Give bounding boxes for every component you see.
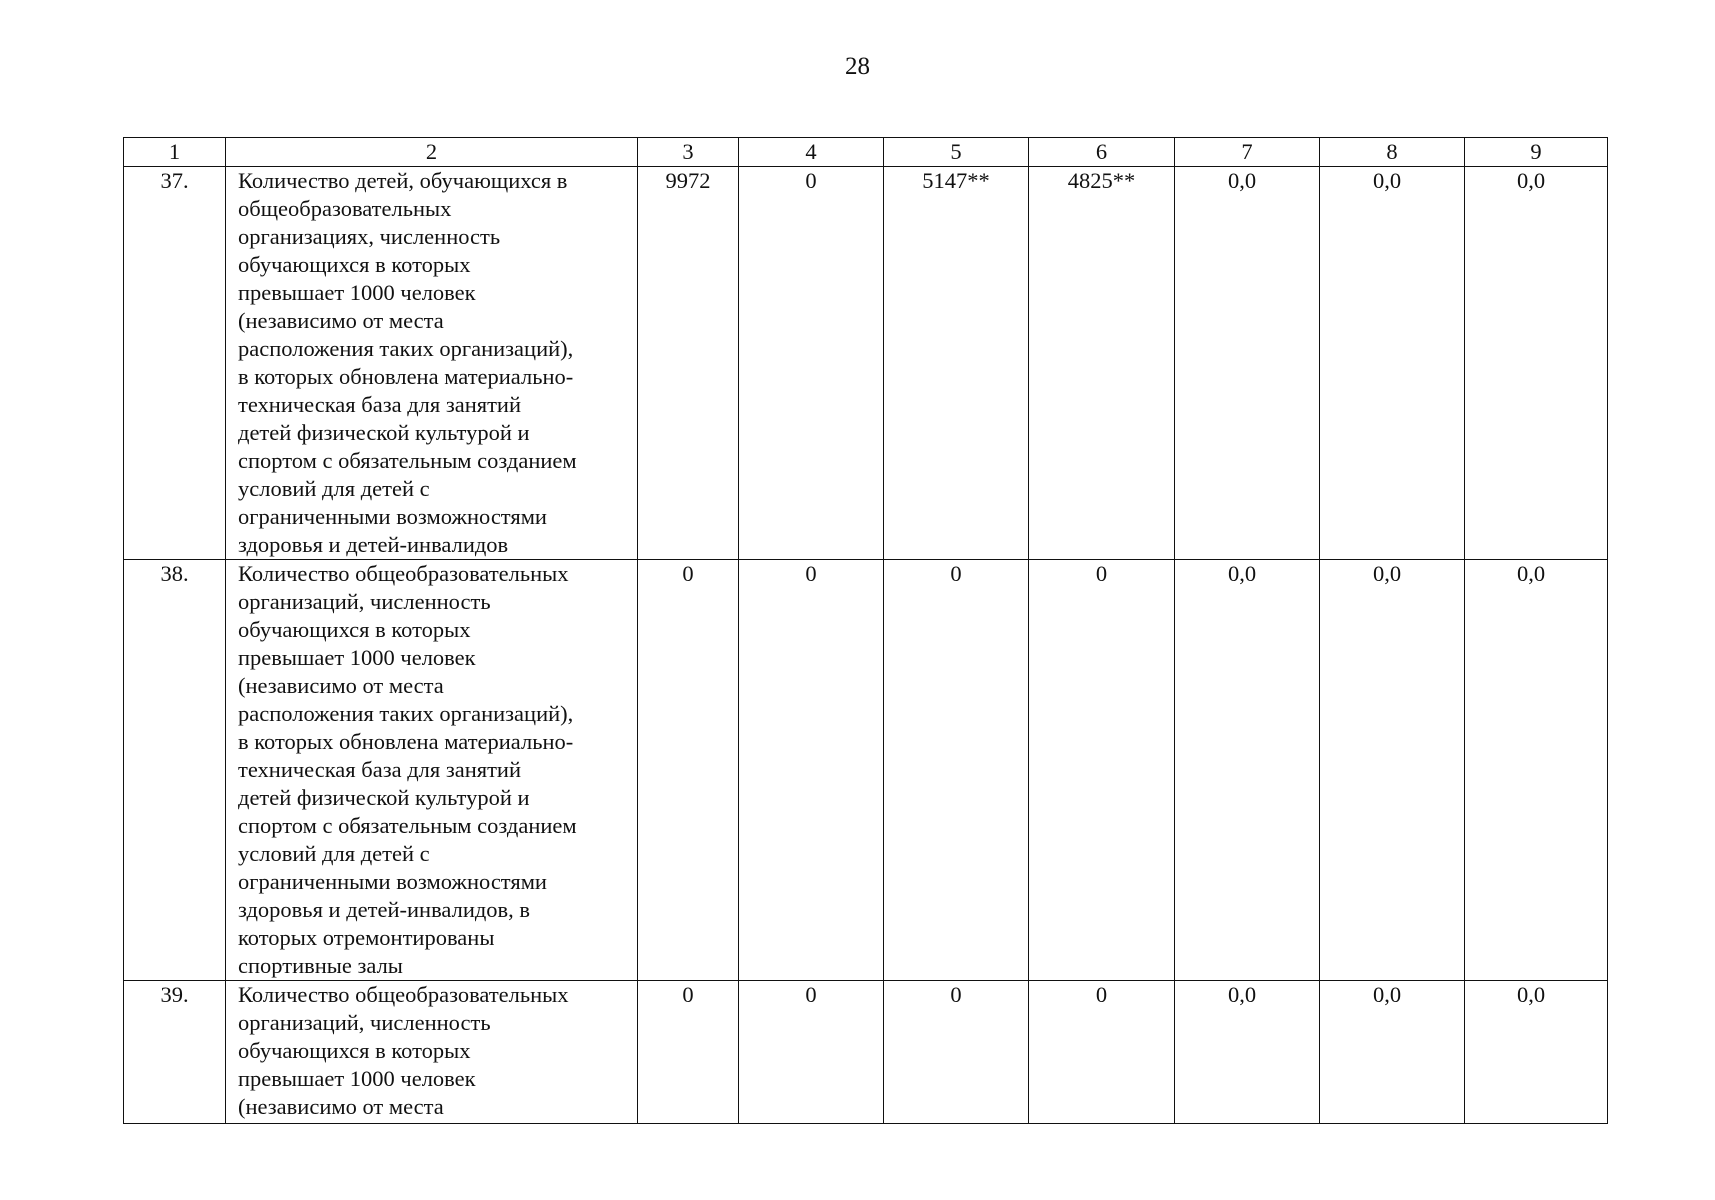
header-cell: 6 xyxy=(1029,138,1175,167)
row-description xyxy=(226,981,638,1124)
value-cell-5: 0 xyxy=(884,981,1029,1124)
value-cell-3: 0 xyxy=(638,981,739,1124)
description-line: организациях, численность xyxy=(238,224,501,249)
row-description xyxy=(226,167,638,560)
description-line: общеобразовательных xyxy=(238,196,452,221)
description-line: (независимо от места xyxy=(238,1094,444,1119)
description-line: здоровья и детей-инвалидов, в xyxy=(238,897,531,922)
header-cell: 5 xyxy=(884,138,1029,167)
description-line: в которых обновлена материально- xyxy=(238,364,574,389)
description-line: спортом с обязательным созданием xyxy=(238,448,577,473)
value-cell-6: 4825** xyxy=(1029,167,1175,560)
row-description xyxy=(226,560,638,981)
value-cell-8: 0,0 xyxy=(1320,981,1465,1124)
table-row xyxy=(124,167,1608,560)
table-row xyxy=(124,560,1608,981)
description-line: спортом с обязательным созданием xyxy=(238,813,577,838)
header-cell: 7 xyxy=(1175,138,1320,167)
description-line: превышает 1000 человек xyxy=(238,645,476,670)
description-line: Количество детей, обучающихся в xyxy=(238,168,568,193)
description-line: расположения таких организаций), xyxy=(238,336,574,361)
value-cell-7: 0,0 xyxy=(1175,560,1320,981)
value-cell-6: 0 xyxy=(1029,560,1175,981)
description-line: здоровья и детей-инвалидов xyxy=(238,532,509,557)
value-cell-6: 0 xyxy=(1029,981,1175,1124)
description-line: детей физической культурой и xyxy=(238,785,530,810)
value-cell-9: 0,0 xyxy=(1465,560,1608,981)
value-cell-9: 0,0 xyxy=(1465,167,1608,560)
header-cell: 1 xyxy=(124,138,226,167)
description-line: которых отремонтированы xyxy=(238,925,495,950)
description-line: обучающихся в которых xyxy=(238,617,471,642)
value-cell-3: 0 xyxy=(638,560,739,981)
description-line: превышает 1000 человек xyxy=(238,280,476,305)
header-cell: 9 xyxy=(1465,138,1608,167)
row-number: 39. xyxy=(124,981,226,1124)
value-cell-4: 0 xyxy=(739,560,884,981)
value-cell-4: 0 xyxy=(739,981,884,1124)
table-row xyxy=(124,981,1608,1124)
description-line: в которых обновлена материально- xyxy=(238,729,574,754)
header-cell: 8 xyxy=(1320,138,1465,167)
description-line: ограниченными возможностями xyxy=(238,504,547,529)
value-cell-8: 0,0 xyxy=(1320,167,1465,560)
description-line: техническая база для занятий xyxy=(238,392,522,417)
description-line: Количество общеобразовательных xyxy=(238,561,569,586)
value-cell-7: 0,0 xyxy=(1175,981,1320,1124)
page-number: 28 xyxy=(845,53,870,80)
description-line: обучающихся в которых xyxy=(238,252,471,277)
description-line: обучающихся в которых xyxy=(238,1038,471,1063)
row-number: 38. xyxy=(124,560,226,981)
description-line: расположения таких организаций), xyxy=(238,701,574,726)
description-line: превышает 1000 человек xyxy=(238,1066,476,1091)
description-line: организаций, численность xyxy=(238,589,491,614)
header-cell: 3 xyxy=(638,138,739,167)
description-line: (независимо от места xyxy=(238,308,444,333)
description-line: техническая база для занятий xyxy=(238,757,522,782)
value-cell-8: 0,0 xyxy=(1320,560,1465,981)
header-row xyxy=(124,138,1608,167)
description-line: детей физической культурой и xyxy=(238,420,530,445)
value-cell-5: 0 xyxy=(884,560,1029,981)
description-line: спортивные залы xyxy=(238,953,403,978)
header-cell: 4 xyxy=(739,138,884,167)
value-cell-4: 0 xyxy=(739,167,884,560)
description-line: (независимо от места xyxy=(238,673,444,698)
description-line: условий для детей с xyxy=(238,476,430,501)
value-cell-3: 9972 xyxy=(638,167,739,560)
value-cell-9: 0,0 xyxy=(1465,981,1608,1124)
description-line: Количество общеобразовательных xyxy=(238,982,569,1007)
value-cell-5: 5147** xyxy=(884,167,1029,560)
row-number: 37. xyxy=(124,167,226,560)
data-table xyxy=(123,137,1608,1124)
value-cell-7: 0,0 xyxy=(1175,167,1320,560)
description-line: условий для детей с xyxy=(238,841,430,866)
description-line: организаций, численность xyxy=(238,1010,491,1035)
description-line: ограниченными возможностями xyxy=(238,869,547,894)
header-cell: 2 xyxy=(226,138,638,167)
